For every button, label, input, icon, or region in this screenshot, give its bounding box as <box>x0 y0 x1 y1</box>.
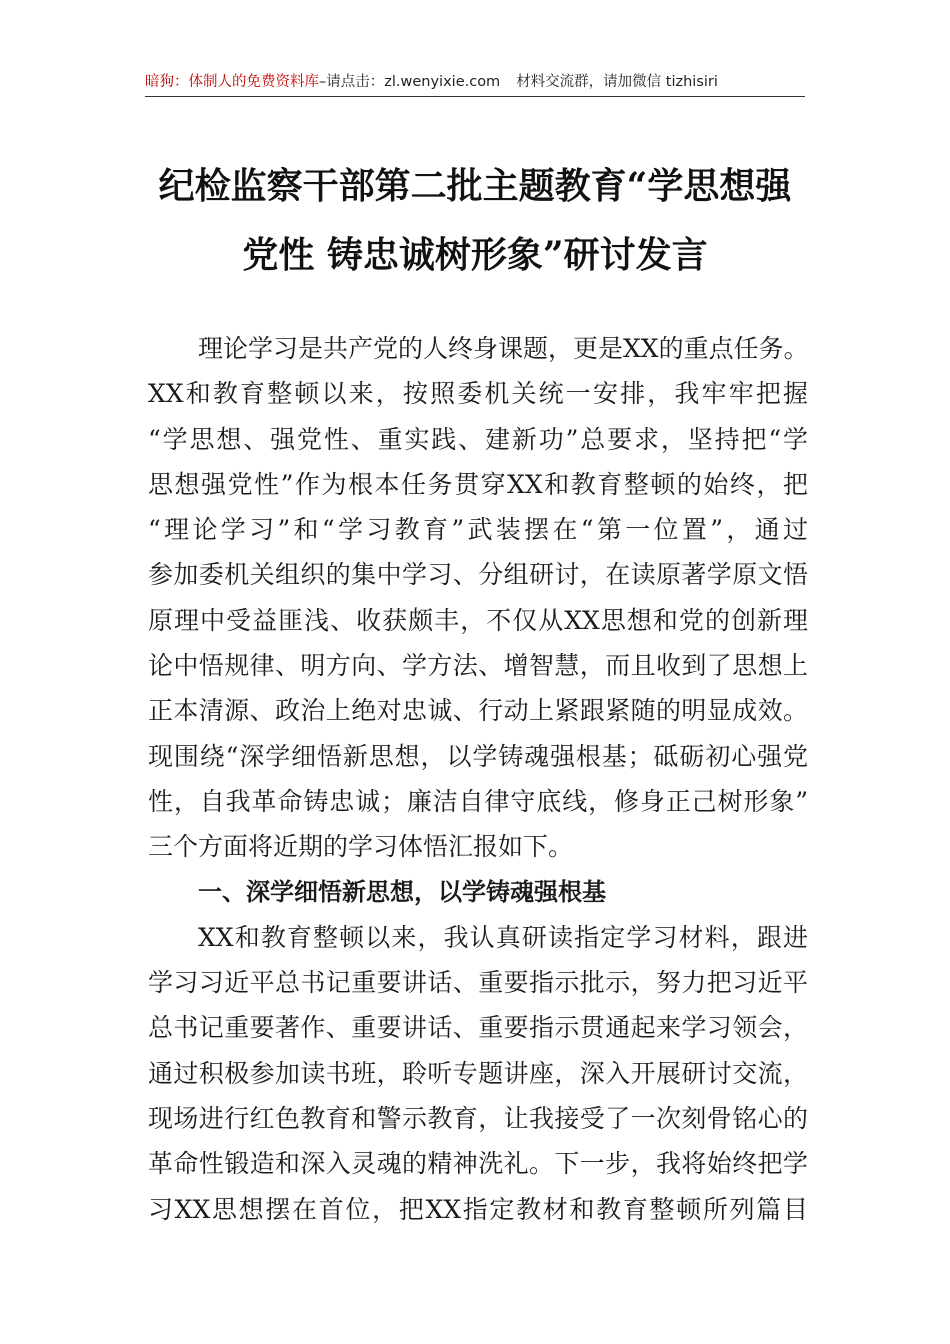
paragraph-line: 理论学习是共产党的人终身课题，更是XX的重点任务。 <box>198 334 809 363</box>
paragraph-line: 现围绕“深学细悟新思想，以学铸魂强根基；砥砺初心强党 <box>148 741 808 771</box>
paragraph-line: “理论学习”和“学习教育”武装摆在“第一位置”，通过 <box>148 515 808 545</box>
paragraph-line: 现场进行红色教育和警示教育，让我接受了一次刻骨铭心的 <box>148 1104 808 1134</box>
paragraph-1 <box>148 326 808 870</box>
paragraph-line: 三个方面将近期的学习体悟汇报如下。 <box>148 832 574 862</box>
header-contact-text: 材料交流群，请加微信 tizhisiri <box>516 74 718 90</box>
paragraph-line: 性，自我革命铸忠诚；廉洁自律守底线，修身正己树形象” <box>148 786 808 816</box>
document-title-line-2: 党性 铸忠诚树形象”研讨发言 <box>242 234 708 276</box>
paragraph-line: 总书记重要著作、重要讲话、重要指示贯通起来学习领会， <box>148 1013 808 1043</box>
header-link-prefix: –请点击： <box>319 74 385 90</box>
document-body <box>148 326 808 1232</box>
page-header <box>145 68 805 97</box>
paragraph-2 <box>148 915 808 1232</box>
document-title-line-1: 纪检监察干部第二批主题教育“学思想强 <box>158 165 792 207</box>
paragraph-line: 原理中受益匪浅、收获颇丰，不仅从XX思想和党的创新理 <box>148 605 808 635</box>
paragraph-line: 论中悟规律、明方向、学方法、增智慧，而且收到了思想上 <box>148 651 808 681</box>
paragraph-line: 思想强党性”作为根本任务贯穿XX和教育整顿的始终，把 <box>148 469 808 499</box>
paragraph-line: XX和教育整顿以来，按照委机关统一安排，我牢牢把握 <box>148 379 808 409</box>
paragraph-line: 习XX思想摆在首位，把XX指定教材和教育整顿所列篇目 <box>148 1194 808 1224</box>
paragraph-line: 正本清源、政治上绝对忠诚、行动上紧跟紧随的明显成效。 <box>148 696 808 726</box>
section-heading-1: 一、深学细悟新思想，以学铸魂强根基 <box>198 877 606 906</box>
paragraph-line: 学习习近平总书记重要讲话、重要指示批示，努力把习近平 <box>148 968 808 998</box>
header-promo-text: 暗狗：体制人的免费资料库 <box>145 74 319 90</box>
paragraph-line: 通过积极参加读书班，聆听专题讲座，深入开展研讨交流， <box>148 1058 808 1088</box>
paragraph-line: XX和教育整顿以来，我认真研读指定学习材料，跟进 <box>198 922 808 952</box>
paragraph-line: “学思想、强党性、重实践、建新功”总要求，坚持把“学 <box>148 424 808 454</box>
paragraph-line: 革命性锻造和深入灵魂的精神洗礼。下一步，我将始终把学 <box>148 1149 808 1179</box>
header-link-url[interactable]: zl.wenyixie.com <box>384 74 501 90</box>
paragraph-line: 参加委机关组织的集中学习、分组研讨，在读原著学原文悟 <box>148 560 808 590</box>
